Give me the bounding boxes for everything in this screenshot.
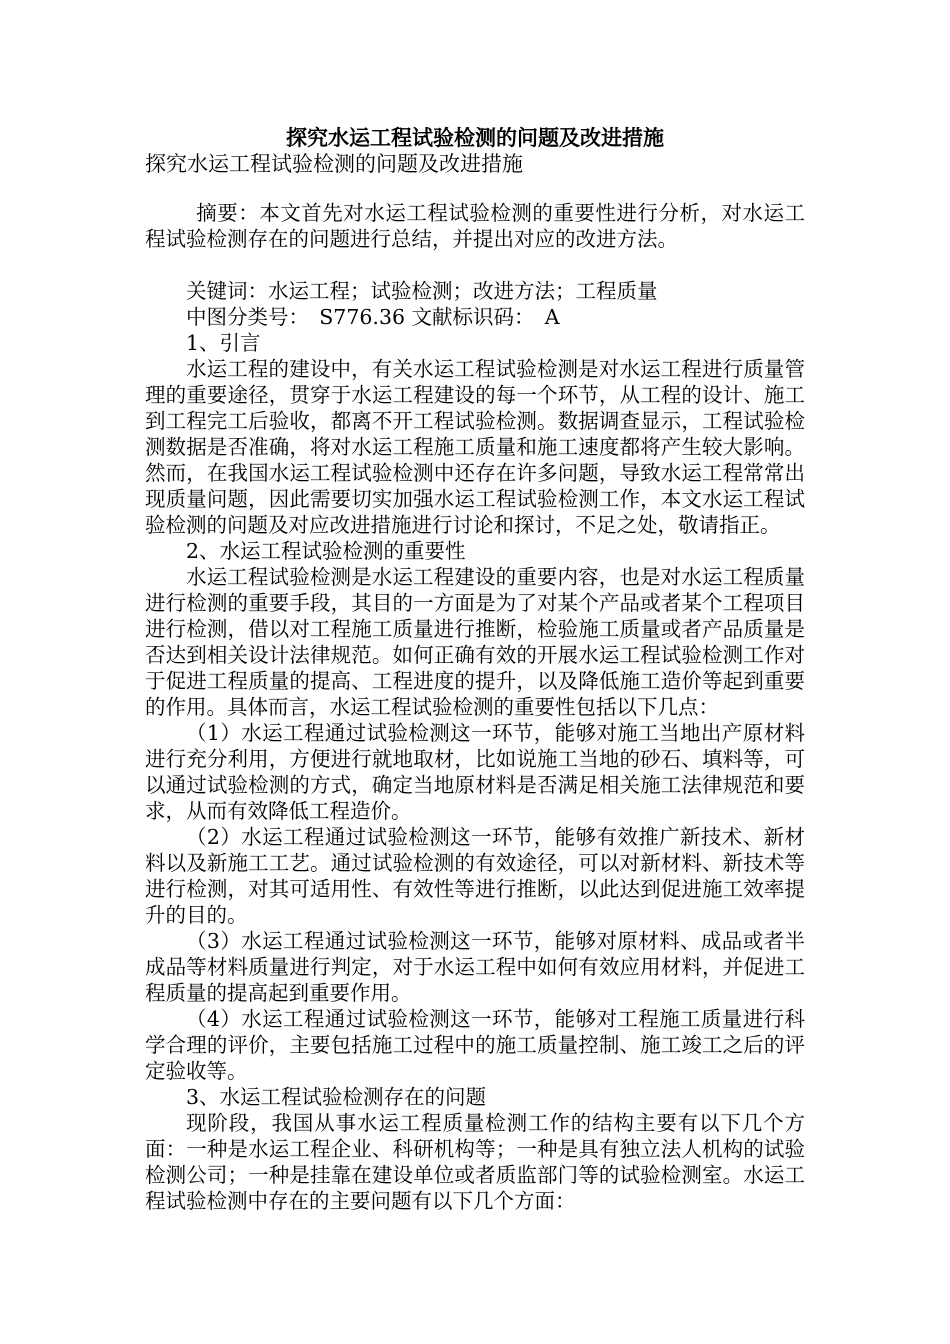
classification-line: 中图分类号： S776.36 文献标识码： A: [186, 305, 560, 329]
point-1-paragraph: （1）水运工程通过试验检测这一环节，能够对施工当地出产原材料进行充分利用，方便进行就地取材，比如说施工当地的砂石、填料等，可以通过试验检测的方式，确定当地原材料是否满足相关施工法律规范和要求，从而有效降低工程造价。: [145, 721, 805, 823]
section-3-paragraph: 现阶段，我国从事水运工程质量检测工作的结构主要有以下几个方面：一种是水运工程企业、科研机构等；一种是具有独立法人机构的试验检测公司；一种是挂靠在建设单位或者质监部门等的试验检测室。水运工程试验检测中存在的主要问题有以下几个方面：: [145, 1111, 805, 1213]
section-3-heading: 3、水运工程试验检测存在的问题: [186, 1085, 487, 1109]
document-subtitle: 探究水运工程试验检测的问题及改进措施: [145, 152, 523, 176]
document-title: 探究水运工程试验检测的问题及改进措施: [286, 125, 664, 150]
point-2-paragraph: （2）水运工程通过试验检测这一环节，能够有效推广新技术、新材料以及新施工工艺。通过试验检测的有效途径，可以对新材料、新技术等进行检测，对其可适用性、有效性等进行推断，以此达到促进施工效率提升的目的。: [145, 825, 805, 927]
point-4-paragraph: （4）水运工程通过试验检测这一环节，能够对工程施工质量进行科学合理的评价，主要包括施工过程中的施工质量控制、施工竣工之后的评定验收等。: [145, 1007, 805, 1083]
section-2-heading: 2、水运工程试验检测的重要性: [186, 539, 466, 563]
abstract-paragraph: 摘要：本文首先对水运工程试验检测的重要性进行分析，对水运工程试验检测存在的问题进行总结，并提出对应的改进方法。: [145, 201, 805, 251]
section-1-paragraph: 水运工程的建设中，有关水运工程试验检测是对水运工程进行质量管理的重要途径，贯穿于水运工程建设的每一个环节，从工程的设计、施工到工程完工后验收，都离不开工程试验检测。数据调查显示，工程试验检测数据是否准确，将对水运工程施工质量和施工速度都将产生较大影响。然而，在我国水运工程试验检测中还存在许多问题，导致水运工程常常出现质量问题，因此需要切实加强水运工程试验检测工作，本文水运工程试验检测的问题及对应改进措施进行讨论和探讨，不足之处，敬请指正。: [145, 357, 805, 537]
document-body: [145, 200, 805, 1214]
section-2-paragraph: 水运工程试验检测是水运工程建设的重要内容，也是对水运工程质量进行检测的重要手段，其目的一方面是为了对某个产品或者某个工程项目进行检测，借以对工程施工质量进行推断，检验施工质量或者产品质量是否达到相关设计法律规范。如何正确有效的开展水运工程试验检测工作对于促进工程质量的提高、工程进度的提升，以及降低施工造价等起到重要的作用。具体而言，水运工程试验检测的重要性包括以下几点：: [145, 565, 805, 719]
spacer: [145, 252, 805, 278]
keywords-line: 关键词：水运工程；试验检测；改进方法；工程质量: [186, 279, 658, 303]
point-3-paragraph: （3）水运工程通过试验检测这一环节，能够对原材料、成品或者半成品等材料质量进行判定，对于水运工程中如何有效应用材料，并促进工程质量的提高起到重要作用。: [145, 929, 805, 1005]
section-1-heading: 1、引言: [186, 331, 261, 355]
